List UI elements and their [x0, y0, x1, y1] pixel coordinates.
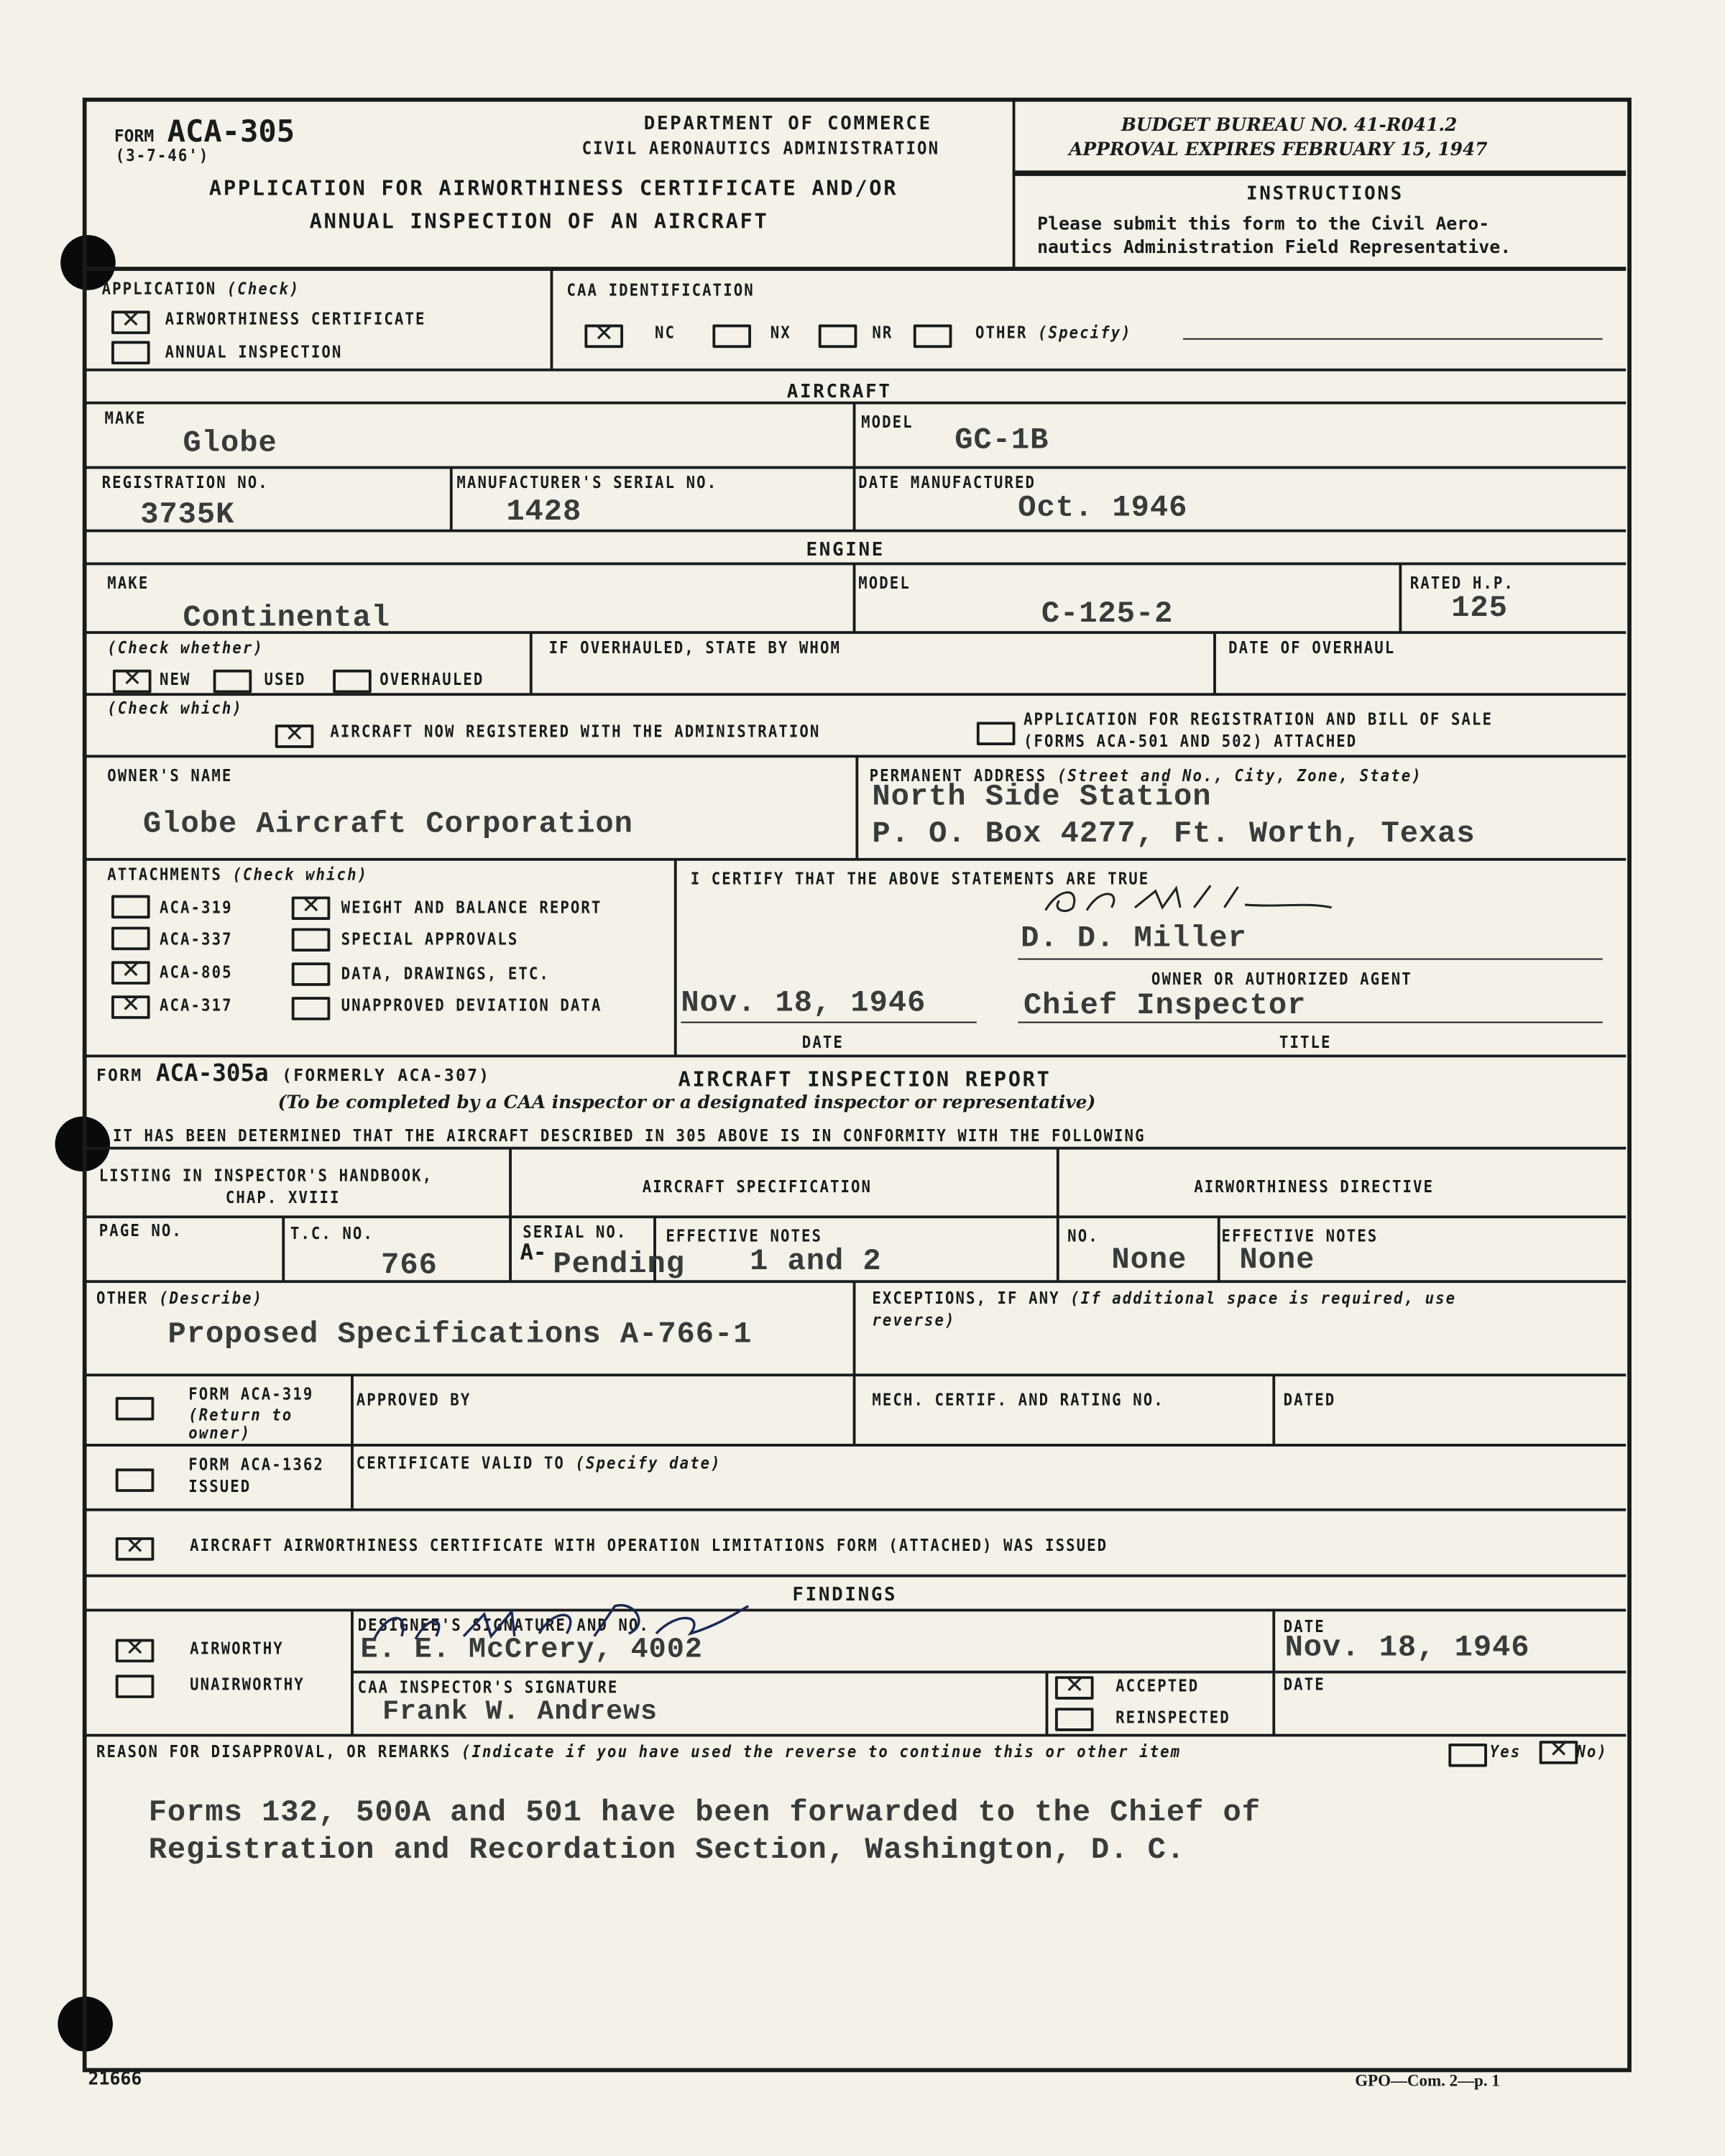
- owner-name: Globe Aircraft Corporation: [143, 807, 633, 842]
- footer-form-code: 21666: [88, 2069, 142, 2091]
- footer-gpo: GPO—Com. 2—p. 1: [1355, 2070, 1500, 2091]
- form-title-line1: APPLICATION FOR AIRWORTHINESS CERTIFICATE AND/OR: [208, 175, 898, 201]
- accepted-checkbox[interactable]: [1055, 1676, 1094, 1700]
- aircraft-make: Globe: [183, 426, 277, 461]
- designee-signature: E. E. McCrery, 4002: [360, 1634, 703, 1667]
- reinspected-checkbox[interactable]: [1055, 1708, 1094, 1731]
- report-title: AIRCRAFT INSPECTION REPORT: [678, 1067, 1052, 1092]
- certificate-valid-label: CERTIFICATE VALID TO (Specify date): [356, 1453, 722, 1473]
- engine-model: C-125-2: [1041, 596, 1174, 632]
- rated-hp-label: RATED H.P.: [1409, 573, 1514, 593]
- form-aca-319-hint1: (Return to: [188, 1405, 293, 1425]
- aircraft-make-label: MAKE: [104, 408, 147, 428]
- registration-label: REGISTRATION NO.: [101, 473, 269, 492]
- nc-label: NC: [655, 323, 676, 343]
- data-drawings-checkbox[interactable]: [292, 962, 331, 986]
- unairworthy-label: UNAIRWORTHY: [190, 1674, 305, 1695]
- data-drawings-label: DATA, DRAWINGS, ETC.: [341, 964, 550, 984]
- nx-checkbox[interactable]: [712, 325, 751, 349]
- reinspected-label: REINSPECTED: [1116, 1708, 1230, 1728]
- owner-name-label: OWNER'S NAME: [107, 765, 233, 786]
- overhauled-label: OVERHAULED: [380, 669, 484, 689]
- airworthy-label: AIRWORTHY: [190, 1639, 284, 1659]
- certify-signer-name: D. D. Miller: [1021, 921, 1247, 956]
- special-approvals-checkbox[interactable]: [292, 928, 331, 952]
- certify-title: Chief Inspector: [1023, 988, 1307, 1023]
- weight-balance-checkbox[interactable]: [292, 896, 331, 920]
- aca-319-checkbox[interactable]: [111, 895, 150, 919]
- instructions-line2: nautics Administration Field Representative.: [1037, 238, 1512, 259]
- signer-label: OWNER OR AUTHORIZED AGENT: [1151, 969, 1412, 989]
- caa-identification-label: CAA IDENTIFICATION: [566, 280, 755, 300]
- report-form-id: FORM ACA-305a (FORMERLY ACA-307): [96, 1060, 491, 1088]
- conformity-statement: IT HAS BEEN DETERMINED THAT THE AIRCRAFT DESCRIBED IN 305 ABOVE IS IN CONFORMITY WITH THE FOLLOWING: [112, 1125, 1146, 1146]
- nr-label: NR: [872, 323, 893, 343]
- form-aca-319-label: FORM ACA-319: [188, 1384, 314, 1404]
- aca-805-checkbox[interactable]: [111, 961, 150, 985]
- department: DEPARTMENT OF COMMERCE: [643, 112, 932, 135]
- airworthiness-directive-label: AIRWORTHINESS DIRECTIVE: [1194, 1176, 1435, 1197]
- serial-no: Pending: [553, 1247, 685, 1282]
- ad-no-label: NO.: [1067, 1226, 1099, 1246]
- mech-certif-label: MECH. CERTIF. AND RATING NO.: [872, 1390, 1164, 1410]
- certify-title-label: TITLE: [1279, 1032, 1332, 1052]
- ad-notes-label: EFFECTIVE NOTES: [1221, 1226, 1379, 1246]
- registration-application-line1: APPLICATION FOR REGISTRATION AND BILL OF SALE: [1023, 709, 1493, 729]
- serial-label: MANUFACTURER'S SERIAL NO.: [456, 473, 718, 492]
- nx-label: NX: [770, 323, 791, 343]
- registered-label: AIRCRAFT NOW REGISTERED WITH THE ADMINISTRATION: [330, 722, 821, 742]
- form-aca-319-checkbox[interactable]: [116, 1397, 155, 1421]
- check-which-label: (Check which): [107, 698, 243, 718]
- special-approvals-label: SPECIAL APPROVALS: [341, 929, 519, 949]
- reverse-no-checkbox[interactable]: [1540, 1741, 1578, 1764]
- unapproved-deviation-checkbox[interactable]: [292, 997, 331, 1021]
- used-label: USED: [264, 669, 306, 689]
- effective-notes: 1 and 2: [750, 1244, 882, 1279]
- new-checkbox[interactable]: [113, 670, 152, 694]
- form-aca-1362-label: FORM ACA-1362: [188, 1455, 324, 1475]
- aca-337-label: ACA-337: [160, 929, 233, 949]
- report-subtitle: (To be completed by a CAA inspector or a designated inspector or representative): [277, 1093, 1096, 1114]
- certify-date-label: DATE: [801, 1032, 844, 1052]
- ad-no: None: [1111, 1243, 1187, 1278]
- aca-317-checkbox[interactable]: [111, 995, 150, 1019]
- certificate-issued-label: AIRCRAFT AIRWORTHINESS CERTIFICATE WITH OPERATION LIMITATIONS FORM (ATTACHED) WAS ISSUED: [190, 1536, 1108, 1555]
- approval-expires: APPROVAL EXPIRES FEBRUARY 15, 1947: [1069, 140, 1488, 161]
- reverse-no-label: No): [1576, 1742, 1608, 1761]
- certificate-issued-checkbox[interactable]: [116, 1537, 155, 1561]
- effective-notes-label: EFFECTIVE NOTES: [666, 1226, 823, 1246]
- rated-hp: 125: [1451, 591, 1508, 626]
- designee-signature-label: DESIGNEE'S SIGNATURE AND NO.: [357, 1616, 650, 1635]
- exceptions-hint: reverse): [872, 1310, 956, 1330]
- airworthiness-certificate-label: AIRWORTHINESS CERTIFICATE: [165, 309, 426, 329]
- other-describe-label: OTHER (Describe): [96, 1288, 264, 1308]
- findings-date: Nov. 18, 1946: [1284, 1631, 1530, 1666]
- inspector-signature-label: CAA INSPECTOR'S SIGNATURE: [357, 1677, 619, 1697]
- other-describe: Proposed Specifications A-766-1: [167, 1317, 753, 1352]
- form-prefix: FORM: [114, 126, 155, 146]
- date-manufactured: Oct. 1946: [1018, 491, 1188, 525]
- unairworthy-checkbox[interactable]: [116, 1674, 155, 1698]
- weight-balance-label: WEIGHT AND BALANCE REPORT: [341, 898, 602, 918]
- tc-no-label: T.C. NO.: [290, 1223, 374, 1243]
- engine-model-label: MODEL: [858, 573, 911, 593]
- used-checkbox[interactable]: [213, 670, 252, 694]
- exceptions-label: EXCEPTIONS, IF ANY (If additional space is required, use: [872, 1288, 1457, 1308]
- aca-317-label: ACA-317: [160, 995, 233, 1015]
- engine-make: Continental: [183, 601, 391, 635]
- attachments-label: ATTACHMENTS (Check which): [107, 865, 369, 885]
- address-line2: P. O. Box 4277, Ft. Worth, Texas: [872, 816, 1476, 852]
- form-aca-319-hint2: owner): [188, 1423, 252, 1443]
- overhauled-by-label: IF OVERHAULED, STATE BY WHOM: [548, 637, 841, 658]
- budget-bureau: BUDGET BUREAU NO. 41-R041.2: [1121, 115, 1458, 137]
- nc-checkbox[interactable]: [584, 325, 623, 349]
- findings-date-label: DATE: [1283, 1617, 1325, 1636]
- application-label: APPLICATION (Check): [101, 279, 300, 299]
- engine-section-title: ENGINE: [806, 539, 885, 561]
- check-whether-label: (Check whether): [107, 637, 264, 658]
- unapproved-deviation-label: UNAPPROVED DEVIATION DATA: [341, 995, 602, 1015]
- form-id: [114, 116, 295, 150]
- aircraft-section-title: AIRCRAFT: [786, 380, 892, 403]
- handwritten-signature-miller: [1018, 880, 1348, 921]
- form-date: (3-7-46'): [115, 145, 210, 165]
- accepted-label: ACCEPTED: [1116, 1676, 1200, 1696]
- overhauled-checkbox[interactable]: [333, 670, 372, 694]
- inspector-signature: Frank W. Andrews: [382, 1697, 658, 1729]
- form-aca-1362-issued: ISSUED: [188, 1476, 252, 1496]
- findings-title: FINDINGS: [792, 1584, 898, 1606]
- certify-statement: I CERTIFY THAT THE ABOVE STATEMENTS ARE TRUE: [690, 869, 1150, 888]
- registration-number: 3735K: [140, 497, 235, 533]
- aircraft-specification-label: AIRCRAFT SPECIFICATION: [642, 1176, 873, 1197]
- address-label: PERMANENT ADDRESS (Street and No., City, Zone, State): [869, 765, 1422, 786]
- nr-checkbox[interactable]: [819, 325, 857, 349]
- remarks-line2: Registration and Recordation Section, Washington, D. C.: [148, 1833, 1186, 1868]
- registered-checkbox[interactable]: [275, 724, 314, 748]
- reverse-yes-label: Yes: [1489, 1742, 1522, 1761]
- approved-by-label: APPROVED BY: [356, 1390, 472, 1410]
- findings-date2-label: DATE: [1283, 1674, 1325, 1695]
- listing-label-line2: CHAP. XVIII: [225, 1188, 341, 1207]
- other-checkbox[interactable]: [914, 325, 952, 349]
- form-number: ACA-305: [167, 115, 295, 150]
- tc-no: 766: [381, 1248, 438, 1284]
- listing-label-line1: LISTING IN INSPECTOR'S HANDBOOK,: [98, 1166, 433, 1186]
- registration-application-checkbox[interactable]: [977, 722, 1016, 745]
- ad-notes: None: [1239, 1243, 1315, 1278]
- instructions-line1: Please submit this form to the Civil Aero-: [1037, 214, 1490, 236]
- serial-prefix: A-: [520, 1238, 547, 1266]
- instructions-title: INSTRUCTIONS: [1246, 183, 1404, 206]
- remarks-label: REASON FOR DISAPPROVAL, OR REMARKS (Indicate if you have used the reverse to continue this or other item: [96, 1742, 1182, 1761]
- other-label: OTHER (Specify): [975, 323, 1132, 343]
- aca-805-label: ACA-805: [160, 962, 233, 982]
- registration-application-line2: (FORMS ACA-501 AND 502) ATTACHED: [1023, 731, 1358, 751]
- airworthiness-certificate-checkbox[interactable]: [111, 310, 150, 334]
- aca-337-checkbox[interactable]: [111, 927, 150, 951]
- address-line1: North Side Station: [872, 779, 1212, 814]
- aca-319-label: ACA-319: [160, 898, 233, 918]
- overhaul-date-label: DATE OF OVERHAUL: [1228, 637, 1396, 658]
- form-title-line2: ANNUAL INSPECTION OF AN AIRCRAFT: [309, 208, 769, 234]
- date-manufactured-label: DATE MANUFACTURED: [858, 473, 1036, 492]
- serial-number: 1428: [506, 494, 582, 530]
- new-label: NEW: [160, 669, 191, 689]
- remarks-line1: Forms 132, 500A and 501 have been forwarded to the Chief of: [148, 1795, 1261, 1830]
- serial-no-label: SERIAL NO.: [523, 1222, 627, 1242]
- annual-inspection-checkbox[interactable]: [111, 341, 150, 364]
- form-aca-1362-checkbox[interactable]: [116, 1468, 155, 1492]
- reverse-yes-checkbox[interactable]: [1448, 1743, 1487, 1767]
- annual-inspection-label: ANNUAL INSPECTION: [165, 342, 343, 362]
- aircraft-model-label: MODEL: [861, 412, 914, 432]
- airworthy-checkbox[interactable]: [116, 1639, 155, 1663]
- dated-label: DATED: [1283, 1390, 1336, 1410]
- page-no-label: PAGE NO.: [98, 1221, 183, 1240]
- engine-make-label: MAKE: [107, 573, 150, 593]
- agency: CIVIL AERONAUTICS ADMINISTRATION: [581, 139, 940, 160]
- certify-date: Nov. 18, 1946: [681, 985, 926, 1021]
- aircraft-model: GC-1B: [954, 423, 1049, 459]
